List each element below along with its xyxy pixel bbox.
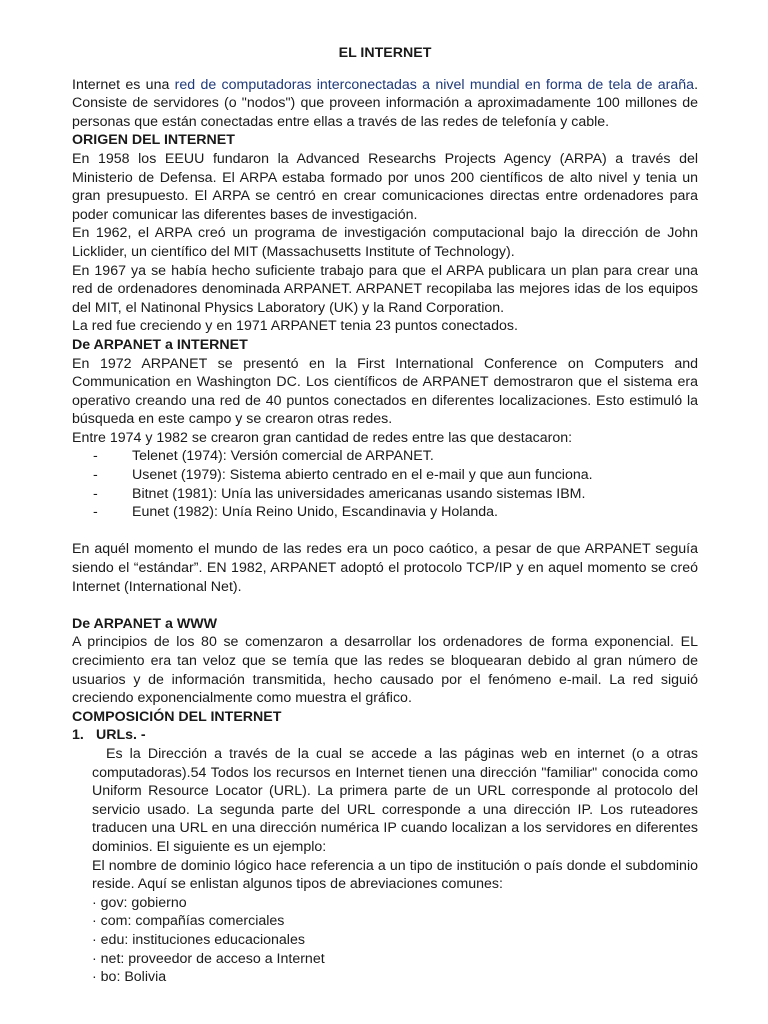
origen-paragraph-2: En 1962, el ARPA creó un programa de investigación computacional bajo la dirección de John Licklider, un científico del MIT (Massachusetts Institute of Technology). xyxy=(72,225,698,260)
arpanet-internet-paragraph-2: Entre 1974 y 1982 se crearon gran cantidad de redes entre las que destacaron: xyxy=(72,429,573,446)
document-page xyxy=(72,44,698,987)
domain-list xyxy=(92,894,698,987)
domain-item: · net: proveedor de acceso a Internet xyxy=(92,950,325,967)
list-item xyxy=(72,503,698,522)
numbered-item-urls xyxy=(72,726,698,745)
item-title: URLs. - xyxy=(96,727,146,744)
intro-paragraph xyxy=(72,76,698,132)
document-title: EL INTERNET xyxy=(338,45,432,61)
networks-list xyxy=(72,447,698,521)
list-item xyxy=(72,485,698,504)
arpanet-internet-paragraph-3: En aquél momento el mundo de las redes era un poco caótico, a pesar de que ARPANET seguía siendo el “estándar”. EN 1982, ARPANET adoptó el protocolo TCP/IP y en aquel momento se creó Internet (International Net). xyxy=(72,541,698,595)
list-item-text: Telenet (1974): Versión comercial de ARPANET. xyxy=(132,448,434,465)
intro-link[interactable]: red de computadoras interconectadas a nivel mundial en forma de tela de araña xyxy=(174,76,695,93)
list-item xyxy=(72,447,698,466)
intro-lead: Internet es una xyxy=(72,76,175,93)
list-item xyxy=(72,466,698,485)
origen-paragraph-1: En 1958 los EEUU fundaron la Advanced Researchs Projects Agency (ARPA) a través del Ministerio de Defensa. El ARPA estaba formado por unos 200 científicos de alto nivel y tenia un gran presupuesto. El ARPA se centró en crear comunicaciones directas entre ordenadores para poder comunicar las diferentes bases de investigación. xyxy=(72,150,698,223)
list-item-text: Bitnet (1981): Unía las universidades americanas usando sistemas IBM. xyxy=(132,485,586,502)
dash-marker: - xyxy=(93,467,98,484)
arpanet-www-paragraph: A principios de los 80 se comenzaron a desarrollar los ordenadores de forma exponencial. EL crecimiento era tan veloz que se temía que las redes se bloquearan debido al gran número de usuarios y de información transmitida, hecho causado por el fenómeno e-mail. La red siguió creciendo exponencialmente como muestra el gráfico. xyxy=(72,634,698,707)
intro-rest: . Consiste de servidores (o "nodos") que proveen información a aproximadamente 100 millones de personas que están conectadas entre ellas a través de las redes de telefonía y cable. xyxy=(72,76,699,130)
urls-section xyxy=(72,745,698,987)
urls-paragraph-1: Es la Dirección a través de la cual se accede a las páginas web en internet (o a otras computadoras).54 Todos los recursos en Internet tienen una dirección "familiar" conocida como Uniform Resource Locator (URL). La primera parte de un URL corresponde al protocolo del servicio usado. La segunda parte del URL corresponde a una dirección IP. Los ruteadores traducen una URL en una dirección numérica IP cuando localizan a los servidores en diferentes dominios. El siguiente es un ejemplo: xyxy=(92,745,698,855)
domain-item: · edu: instituciones educacionales xyxy=(92,931,305,948)
origen-paragraph-3: En 1967 ya se había hecho suficiente trabajo para que el ARPA publicara un plan para crear una red de ordenadores denominada ARPANET. ARPANET recopilaba las mejores idas de los equipos del MIT, el Natinonal Physics Laboratory (UK) y la Rand Corporation. xyxy=(72,262,698,316)
heading-origen: ORIGEN DEL INTERNET xyxy=(72,132,235,149)
dash-marker: - xyxy=(93,504,98,521)
heading-arpanet-internet: De ARPANET a INTERNET xyxy=(72,336,248,353)
domain-item: · bo: Bolivia xyxy=(92,969,167,986)
urls-paragraph-2: El nombre de dominio lógico hace referencia a un tipo de institución o país donde el subdominio reside. Aquí se enlistan algunos tipos de abreviaciones comunes: xyxy=(92,857,698,893)
arpanet-internet-paragraph-1: En 1972 ARPANET se presentó en la First International Conference on Computers and Communication en Washington DC. Los científicos de ARPANET demostraron que el sistema era operativo creando una red de 40 puntos conectados en diferentes localizaciones. Esto estimuló la búsqueda en este campo y se crearon otras redes. xyxy=(72,355,698,428)
spacer xyxy=(72,596,698,615)
heading-composicion: COMPOSICIÓN DEL INTERNET xyxy=(72,708,282,725)
spacer xyxy=(72,522,698,541)
list-item-text: Eunet (1982): Unía Reino Unido, Escandinavia y Holanda. xyxy=(132,504,498,521)
domain-item: · gov: gobierno xyxy=(92,894,187,911)
list-item-text: Usenet (1979): Sistema abierto centrado en el e-mail y que aun funciona. xyxy=(132,467,593,484)
heading-arpanet-www: De ARPANET a WWW xyxy=(72,615,218,632)
dash-marker: - xyxy=(93,485,98,502)
domain-item: · com: compañías comerciales xyxy=(92,913,285,930)
dash-marker: - xyxy=(93,448,98,465)
item-number: 1. xyxy=(72,727,84,744)
origen-paragraph-4: La red fue creciendo y en 1971 ARPANET tenia 23 puntos conectados. xyxy=(72,318,518,335)
